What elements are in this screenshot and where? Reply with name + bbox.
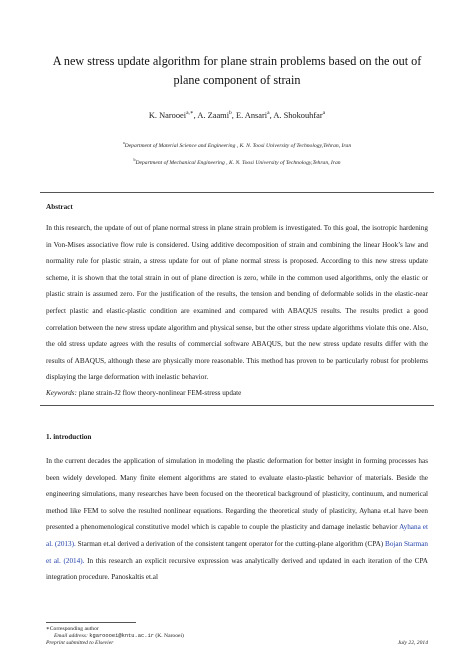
footnote: [46, 626, 184, 640]
author-affil-mark: a,∗: [186, 110, 194, 116]
intro-paragraph: [46, 453, 428, 586]
intro-text: In this research an explicit recursive expression was analytically derived and updated in each iteration of the CPA integration procedure. Panoskaltis et.al: [46, 556, 428, 582]
keywords-label: Keywords:: [46, 389, 77, 397]
intro-text: In the current decades the application of simulation in modeling the plastic deformation for better insight in forming processes has been widely developed. Many finite element algorithms are stated to evaluate elasto-plastic behavior of materials. Beside the engineering simulations, many researches have been focused on the theoretical background of plasticity, continuum, and numerical method like FEM to solve the resulted nonlinear equations. Regarding the theoretical study of plasticity, Ayhana et.al have been presented a phenomenological constitutive model which is capable to couple the plasticity and damage inelastic behavior: [46, 457, 428, 532]
author-affil-mark: a: [322, 110, 326, 116]
corresponding-note: ∗Corresponding author: [46, 626, 99, 632]
author-name: E. Ansari: [235, 110, 268, 120]
submission-date: July 22, 2014: [397, 640, 428, 646]
abstract-text: In this research, the update of out of plane normal stress in plane strain problem is investigated. To this goal, the isotropic hardening in Von-Mises associative flow rule is considered. Using additive decomposition of strain and combining the linear Hook’s law and normality rule for plastic strain, a stress update for out of plane normal stress is proposed. According to this new stress update scheme, it is shown that the total strain in out of plane direction is zero, while in the common used algorithms, only the elastic or plastic strain is assumed zero. For the justification of the results, the tension and bending of deformable solids in the elastic-near perfect plastic and elastic-plastic condition are examined and compared with ABAQUS results. The results predict a good correlation between the new stress update algorithm and physical sense, but the other stress update algorithms violate this one. Also, the old stress update agrees with the results of commercial software ABAQUS, but the new stress update results differ with the results of ABAQUS, although these are physically more reasonable. This method has proven to be particularly robust for problems displaying the large deformation with inelastic behavior.: [46, 224, 428, 382]
paper-title: A new stress update algorithm for plane strain problems based on the out of plane component of strain: [52, 54, 422, 87]
email-line: [46, 633, 184, 640]
author-affil-mark: a: [267, 110, 270, 116]
divider: [40, 192, 434, 193]
preprint-note: Preprint submitted to Elsevier: [46, 640, 114, 646]
affiliation: [30, 140, 444, 149]
keywords-text: plane strain-J2 flow theory-nonlinear FEM-stress update: [78, 389, 242, 397]
author-name: A. Zaami: [197, 110, 230, 120]
email-label: Email address:: [54, 633, 88, 639]
affiliation: [30, 157, 444, 166]
section-heading: 1. introduction: [46, 433, 92, 441]
keywords: [46, 389, 428, 397]
email-name: (K. Narooei): [155, 633, 184, 639]
citation-link[interactable]: Bojan Starman et al. (2014).: [46, 539, 428, 565]
abstract-heading: Abstract: [46, 203, 73, 211]
affiliation-mark: b: [133, 157, 136, 162]
author-name: K. Narooei: [148, 110, 187, 120]
email-address[interactable]: kgaroooei@kntu.ac.ir: [89, 633, 154, 639]
affiliation-mark: a: [122, 140, 125, 145]
citation-link[interactable]: Ayhana et al. (2013).: [46, 523, 428, 548]
author-name: A. Shokouhfar: [273, 110, 323, 120]
author-affil-mark: b: [229, 110, 232, 116]
divider: [40, 405, 434, 406]
affiliation-text: Department of Mechanical Engineering , K. N. Toosi University of Technology,Tehran, Iran: [135, 159, 341, 166]
author-list: K. Narooei$^{a,∗}$, A. Zaami$^b$, E. Ansari$^a$, A. Shokouhfar$^a$: [148, 110, 326, 120]
intro-text: Starman et.al derived a derivation of the consistent tangent operator for the cutting-plane algorithm (CPA): [75, 539, 386, 548]
affiliation-text: Department of Material Science and Engineering , K. N. Toosi University of Technology,Tehran, Iran: [124, 142, 352, 149]
footnote-divider: [46, 622, 136, 623]
